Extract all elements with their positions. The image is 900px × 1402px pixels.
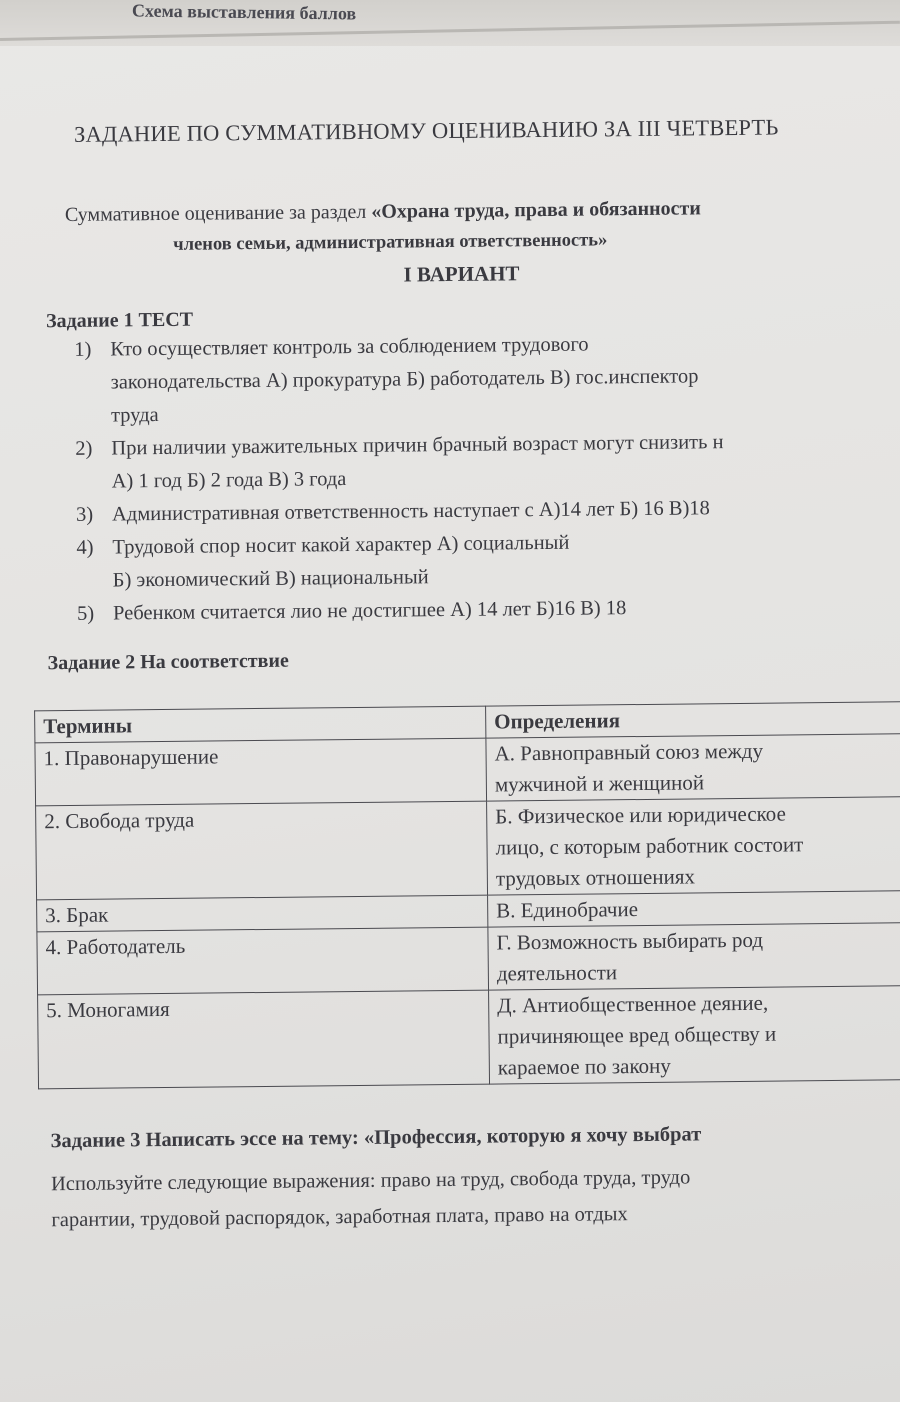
question-text: При наличии уважительных причин брачный возраст могут снизить н <box>111 431 724 460</box>
table-row <box>37 923 900 995</box>
question-number: 1) <box>74 338 92 361</box>
question-text: Кто осуществляет контроль за соблюдением трудового <box>110 333 589 361</box>
question-number: 2) <box>75 437 93 460</box>
definition-cell <box>487 797 900 895</box>
question-2 <box>75 424 900 499</box>
question-text: Ребенком считается лио не достигшее А) 14 лет Б)16 В) 18 <box>112 597 627 625</box>
question-text: Трудовой спор носит какой характер А) социальный <box>112 531 570 559</box>
definition-text: караемое по закону <box>497 1053 671 1080</box>
task3-heading: Задание 3 Написать эссе на тему: «Профессия, которую я хочу выбрат <box>50 1123 702 1153</box>
subtitle-section-name: «Охрана труда, права и обязанности <box>371 197 701 223</box>
variant-label: I ВАРИАНТ <box>403 261 520 287</box>
column-header-definitions: Определения <box>486 702 900 738</box>
question-number: 5) <box>76 602 95 625</box>
question-text: законодательства А) прокуратура Б) работодатель В) гос.инспектор <box>110 365 699 394</box>
term-cell: 5. Моногамия <box>38 990 490 1089</box>
question-4 <box>76 523 900 598</box>
definition-text: А. Равноправный союз между <box>494 738 764 766</box>
test-question-list <box>74 325 900 631</box>
definition-text: Б. Физическое или юридическое <box>495 801 786 829</box>
definition-text: причиняющее вред обществу и <box>497 1021 777 1049</box>
header-note: Схема выставления баллов <box>131 0 357 24</box>
definition-cell <box>488 923 900 990</box>
definition-text: В. Единобрачие <box>496 897 639 923</box>
instruction-line: Используйте следующие выражения: право на труд, свобода труда, трудо <box>50 1166 691 1196</box>
table-row <box>36 797 900 900</box>
question-number: 4) <box>76 536 94 559</box>
task1-heading: Задание 1 ТЕСТ <box>45 308 194 333</box>
table-row <box>35 734 900 806</box>
question-text: Административная ответственность наступает с А)14 лет Б) 16 В)18 <box>111 497 710 526</box>
question-text: А) 1 год Б) 2 года В) 3 года <box>111 468 347 493</box>
question-number: 3) <box>75 503 94 526</box>
document-title: ЗАДАНИЕ ПО СУММАТИВНОМУ ОЦЕНИВАНИЮ ЗА III ЧЕТВЕРТЬ <box>73 114 779 147</box>
term-cell: 1. Правонарушение <box>35 738 487 806</box>
subtitle-prefix: Суммативное оценивание за раздел <box>64 200 372 227</box>
subtitle-line-1 <box>65 197 701 227</box>
instruction-line: гарантии, трудовой распорядок, заработная плата, право на отдых <box>51 1203 628 1232</box>
subtitle-line-2: членов семьи, административная ответственность» <box>173 230 608 255</box>
task2-heading: Задание 2 На соответствие <box>47 649 289 675</box>
definition-cell <box>488 891 900 927</box>
task3-instructions <box>51 1160 691 1239</box>
definition-text: лицо, с которым работник состоит <box>495 832 804 860</box>
term-cell: 4. Работодатель <box>37 927 489 995</box>
definition-text: Г. Возможность выбирать род <box>496 927 764 955</box>
definition-text: Д. Антиобщественное деяние, <box>497 990 769 1018</box>
table-row <box>38 986 900 1089</box>
question-text: труда <box>110 404 159 427</box>
question-1 <box>74 325 900 433</box>
term-cell: 2. Свобода труда <box>36 801 488 900</box>
definition-cell <box>486 734 900 801</box>
definition-text: мужчиной и женщиной <box>494 770 705 797</box>
definition-text: деятельности <box>496 960 618 986</box>
term-cell: 3. Брак <box>37 895 488 932</box>
question-text: Б) экономический В) национальный <box>112 566 429 592</box>
column-header-terms: Термины <box>35 706 486 743</box>
definition-cell <box>489 986 900 1084</box>
matching-table <box>34 701 900 1089</box>
definition-text: трудовых отношениях <box>495 864 696 891</box>
